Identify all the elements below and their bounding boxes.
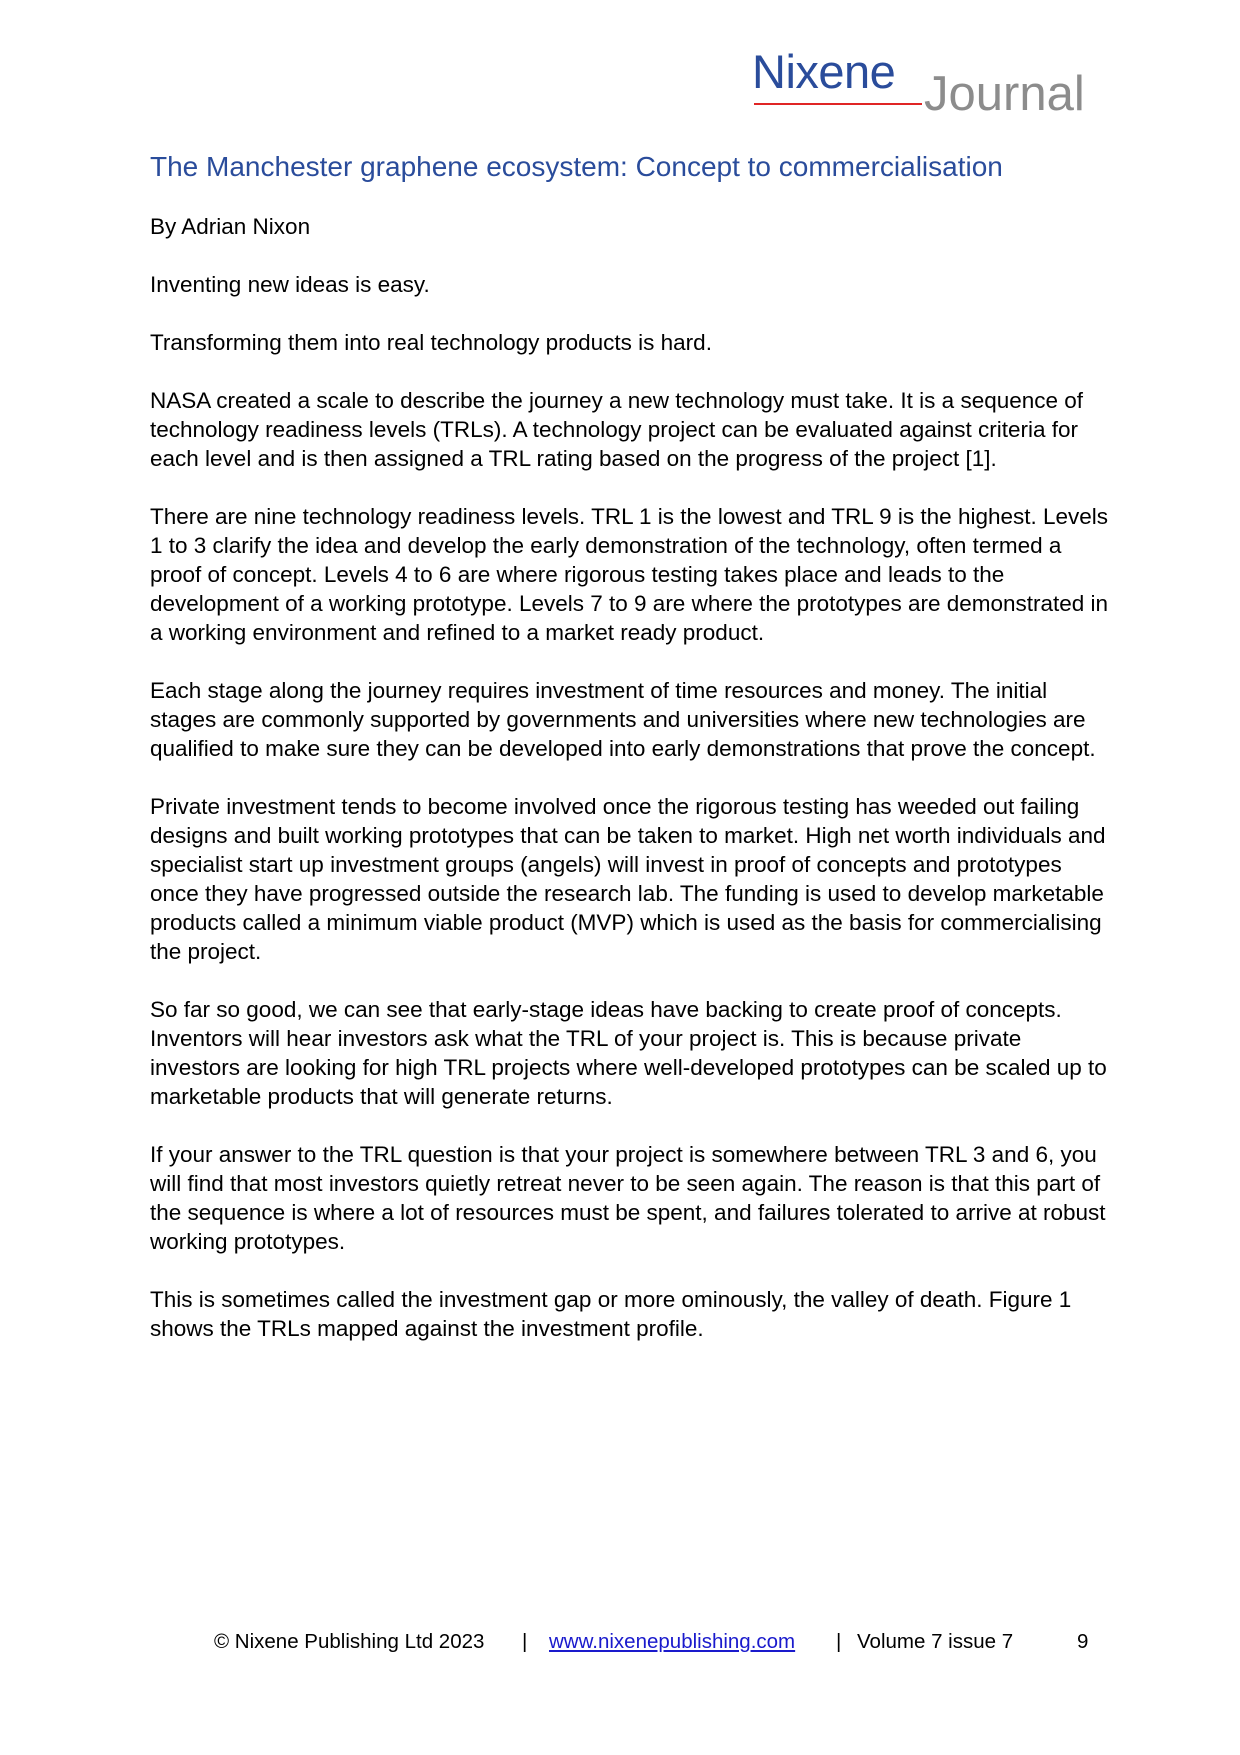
logo-brand-text: Nixene <box>752 45 896 98</box>
footer-copyright: © Nixene Publishing Ltd 2023 <box>214 1630 485 1653</box>
article-body <box>150 212 1110 1372</box>
paragraph-9: This is sometimes called the investment gap or more ominously, the valley of death. Figure 1 shows the TRLs mapped against the investment profile. <box>150 1287 1072 1341</box>
paragraph-3: NASA created a scale to describe the journey a new technology must take. It is a sequence of technology readiness levels (TRLs). A technology project can be evaluated against criteria for each level and is then assigned a TRL rating based on the progress of the project [1]. <box>150 388 1084 471</box>
logo-sub-text: Journal <box>924 67 1085 121</box>
footer-separator: | <box>836 1630 842 1653</box>
paragraph-6: Private investment tends to become involved once the rigorous testing has weeded out failing designs and built working prototypes that can be taken to market. High net worth individuals and specialist start up investment groups (angels) will invest in proof of concepts and prototypes once they have progressed outside the research lab. The funding is used to develop marketable products called a minimum viable product (MVP) which is used as the basis for commercialising the project. <box>150 794 1106 964</box>
paragraph-7: So far so good, we can see that early-stage ideas have backing to create proof of concepts. Inventors will hear investors ask what the TRL of your project is. This is because private investors are looking for high TRL projects where well-developed prototypes can be scaled up to marketable products that will generate returns. <box>150 997 1107 1109</box>
page-number: 9 <box>1077 1630 1089 1653</box>
journal-logo <box>752 44 1112 124</box>
byline: By Adrian Nixon <box>150 214 311 239</box>
footer-volume: Volume 7 issue 7 <box>857 1630 1014 1653</box>
paragraph-1: Inventing new ideas is easy. <box>150 272 430 297</box>
footer-separator: | <box>522 1630 528 1653</box>
footer-website-link[interactable]: www.nixenepublishing.com <box>549 1630 796 1653</box>
article-title: The Manchester graphene ecosystem: Concept to commercialisation <box>150 151 1003 182</box>
page-footer <box>0 1628 1240 1660</box>
paragraph-2: Transforming them into real technology products is hard. <box>150 330 712 355</box>
logo-underline <box>754 103 922 105</box>
paragraph-4: There are nine technology readiness levels. TRL 1 is the lowest and TRL 9 is the highest. Levels 1 to 3 clarify the idea and develop the early demonstration of the technology, often termed a proof of concept. Levels 4 to 6 are where rigorous testing takes place and leads to the development of a working prototype. Levels 7 to 9 are where the prototypes are demonstrated in a working environment and refined to a market ready product. <box>150 504 1109 645</box>
paragraph-5: Each stage along the journey requires investment of time resources and money. The initial stages are commonly supported by governments and universities where new technologies are qualified to make sure they can be developed into early demonstrations that prove the concept. <box>150 678 1096 761</box>
paragraph-8: If your answer to the TRL question is that your project is somewhere between TRL 3 and 6, you will find that most investors quietly retreat never to be seen again. The reason is that this part of the sequence is where a lot of resources must be spent, and failures tolerated to arrive at robust working prototypes. <box>150 1142 1106 1254</box>
